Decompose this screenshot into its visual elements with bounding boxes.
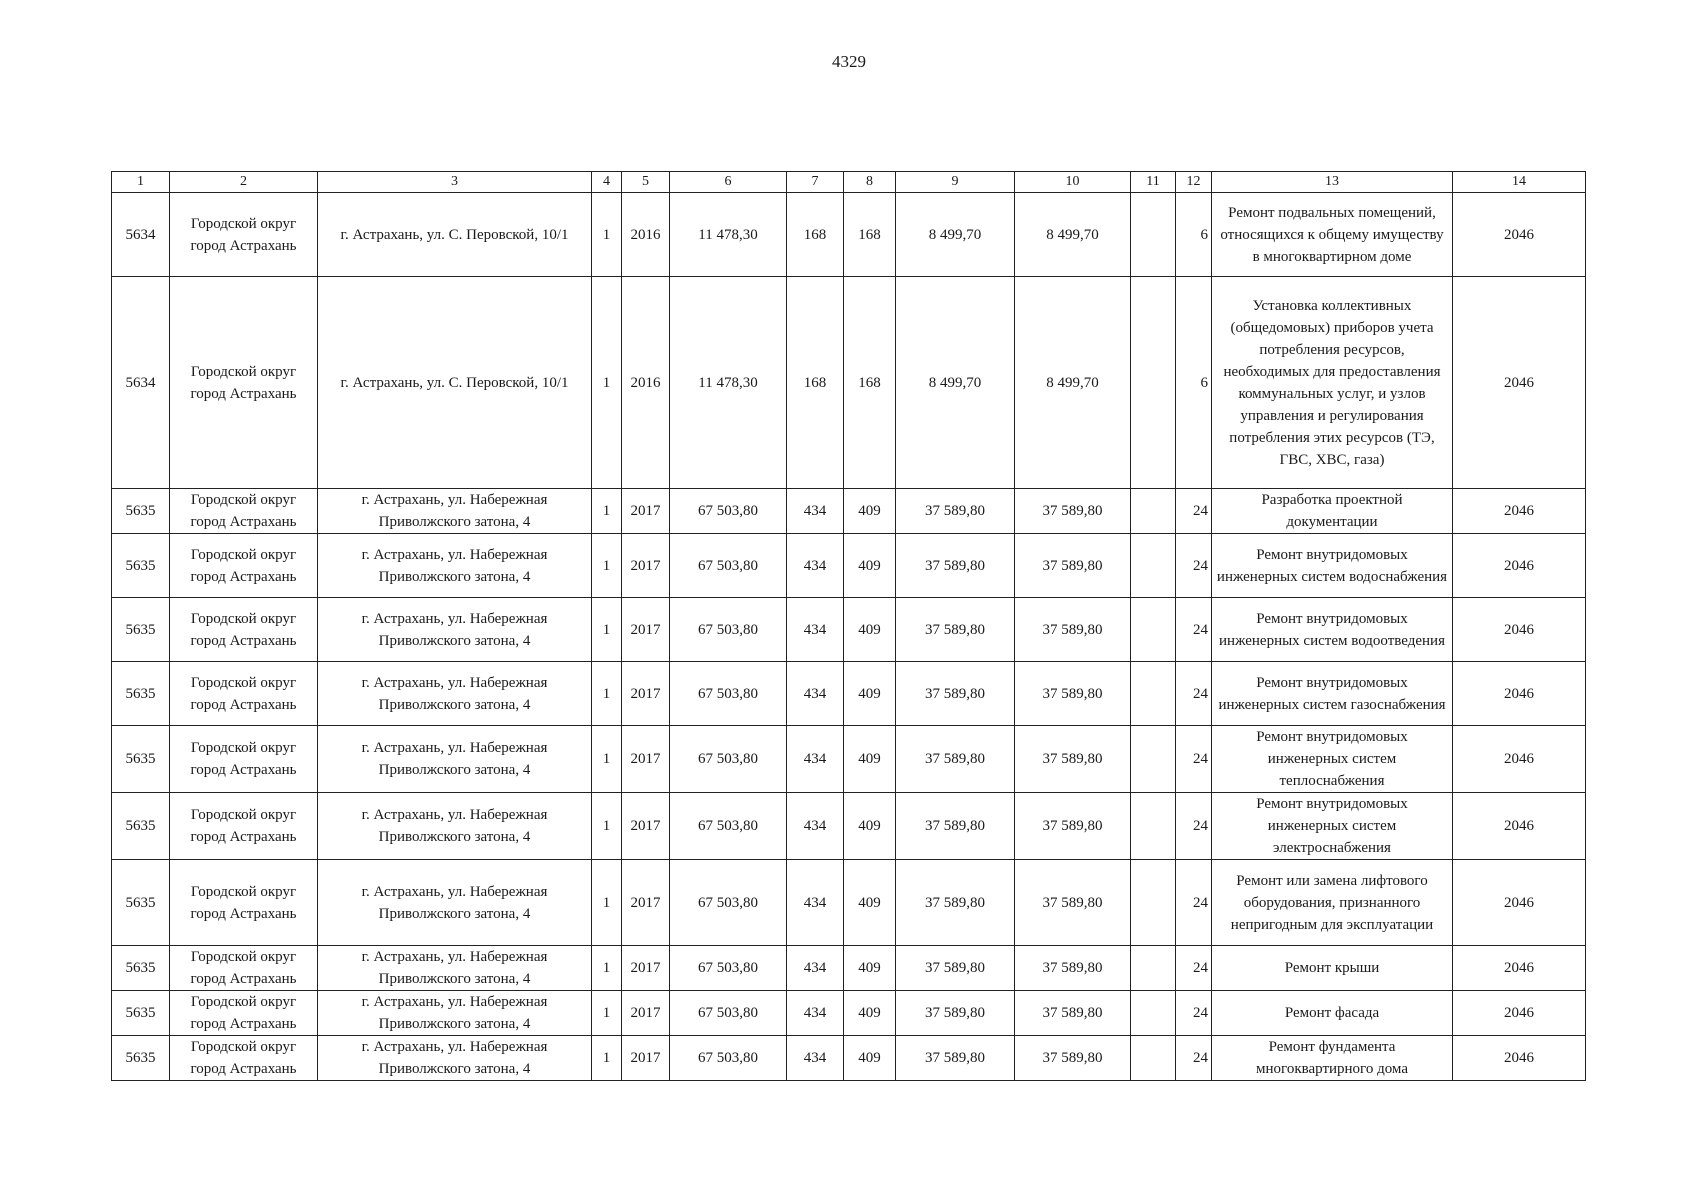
table-body bbox=[112, 172, 1586, 1081]
deadline-year-cell: 2046 bbox=[1453, 860, 1586, 946]
total-area-cell: 67 503,80 bbox=[670, 598, 787, 662]
deadline-year-cell: 2046 bbox=[1453, 1036, 1586, 1081]
count-cell: 1 bbox=[592, 991, 622, 1036]
table-row bbox=[112, 193, 1586, 277]
col-9-cell: 37 589,80 bbox=[896, 946, 1015, 991]
col-8-cell: 168 bbox=[844, 193, 896, 277]
work-type-cell: Разработка проектной документации bbox=[1212, 489, 1453, 534]
work-type-cell: Ремонт или замена лифтового оборудования, признанного непригодным для эксплуатации bbox=[1212, 860, 1453, 946]
row-id-cell: 5635 bbox=[112, 991, 170, 1036]
total-area-cell: 67 503,80 bbox=[670, 534, 787, 598]
header-cell: 5 bbox=[622, 172, 670, 193]
count-cell: 1 bbox=[592, 860, 622, 946]
col-10-cell: 37 589,80 bbox=[1015, 860, 1131, 946]
col-9-cell: 37 589,80 bbox=[896, 1036, 1015, 1081]
municipality-cell: Городской округ город Астрахань bbox=[170, 1036, 318, 1081]
col-7-cell: 434 bbox=[787, 1036, 844, 1081]
count-cell: 1 bbox=[592, 277, 622, 489]
count-cell: 1 bbox=[592, 946, 622, 991]
municipality-cell: Городской округ город Астрахань bbox=[170, 662, 318, 726]
year-cell: 2017 bbox=[622, 726, 670, 793]
col-10-cell: 8 499,70 bbox=[1015, 193, 1131, 277]
year-cell: 2017 bbox=[622, 991, 670, 1036]
work-type-cell: Ремонт подвальных помещений, относящихся к общему имуществу в многоквартирном доме bbox=[1212, 193, 1453, 277]
municipality-cell: Городской округ город Астрахань bbox=[170, 726, 318, 793]
deadline-year-cell: 2046 bbox=[1453, 277, 1586, 489]
year-cell: 2017 bbox=[622, 598, 670, 662]
col-11-cell bbox=[1131, 277, 1176, 489]
col-8-cell: 409 bbox=[844, 860, 896, 946]
col-10-cell: 37 589,80 bbox=[1015, 1036, 1131, 1081]
col-12-cell: 24 bbox=[1176, 991, 1212, 1036]
col-10-cell: 37 589,80 bbox=[1015, 489, 1131, 534]
deadline-year-cell: 2046 bbox=[1453, 793, 1586, 860]
municipality-cell: Городской округ город Астрахань bbox=[170, 277, 318, 489]
col-7-cell: 434 bbox=[787, 991, 844, 1036]
address-cell: г. Астрахань, ул. Набережная Приволжского затона, 4 bbox=[318, 726, 592, 793]
table-row bbox=[112, 793, 1586, 860]
total-area-cell: 67 503,80 bbox=[670, 860, 787, 946]
total-area-cell: 67 503,80 bbox=[670, 793, 787, 860]
col-11-cell bbox=[1131, 534, 1176, 598]
address-cell: г. Астрахань, ул. Набережная Приволжского затона, 4 bbox=[318, 489, 592, 534]
col-12-cell: 24 bbox=[1176, 726, 1212, 793]
header-cell: 3 bbox=[318, 172, 592, 193]
total-area-cell: 67 503,80 bbox=[670, 662, 787, 726]
table-row bbox=[112, 860, 1586, 946]
address-cell: г. Астрахань, ул. Набережная Приволжского затона, 4 bbox=[318, 946, 592, 991]
table-row bbox=[112, 489, 1586, 534]
col-7-cell: 168 bbox=[787, 193, 844, 277]
col-9-cell: 37 589,80 bbox=[896, 662, 1015, 726]
total-area-cell: 11 478,30 bbox=[670, 277, 787, 489]
work-type-cell: Ремонт фасада bbox=[1212, 991, 1453, 1036]
col-8-cell: 168 bbox=[844, 277, 896, 489]
col-9-cell: 37 589,80 bbox=[896, 991, 1015, 1036]
col-7-cell: 434 bbox=[787, 489, 844, 534]
col-10-cell: 37 589,80 bbox=[1015, 662, 1131, 726]
work-type-cell: Ремонт внутридомовых инженерных систем водоотведения bbox=[1212, 598, 1453, 662]
table-row bbox=[112, 946, 1586, 991]
work-type-cell: Ремонт фундамента многоквартирного дома bbox=[1212, 1036, 1453, 1081]
address-cell: г. Астрахань, ул. Набережная Приволжского затона, 4 bbox=[318, 598, 592, 662]
work-type-cell: Ремонт крыши bbox=[1212, 946, 1453, 991]
address-cell: г. Астрахань, ул. С. Перовской, 10/1 bbox=[318, 193, 592, 277]
col-8-cell: 409 bbox=[844, 726, 896, 793]
year-cell: 2017 bbox=[622, 1036, 670, 1081]
deadline-year-cell: 2046 bbox=[1453, 534, 1586, 598]
address-cell: г. Астрахань, ул. Набережная Приволжского затона, 4 bbox=[318, 991, 592, 1036]
header-cell: 6 bbox=[670, 172, 787, 193]
col-11-cell bbox=[1131, 1036, 1176, 1081]
col-7-cell: 434 bbox=[787, 598, 844, 662]
col-12-cell: 24 bbox=[1176, 489, 1212, 534]
work-type-cell: Установка коллективных (общедомовых) приборов учета потребления ресурсов, необходимых для предоставления коммунальных услуг, и узлов управления и регулирования потребления этих ресурсов (ТЭ, ГВС, ХВС, газа) bbox=[1212, 277, 1453, 489]
total-area-cell: 67 503,80 bbox=[670, 726, 787, 793]
col-9-cell: 8 499,70 bbox=[896, 193, 1015, 277]
address-cell: г. Астрахань, ул. Набережная Приволжского затона, 4 bbox=[318, 534, 592, 598]
year-cell: 2017 bbox=[622, 860, 670, 946]
col-12-cell: 24 bbox=[1176, 860, 1212, 946]
year-cell: 2017 bbox=[622, 534, 670, 598]
count-cell: 1 bbox=[592, 1036, 622, 1081]
header-cell: 10 bbox=[1015, 172, 1131, 193]
row-id-cell: 5635 bbox=[112, 662, 170, 726]
header-cell: 14 bbox=[1453, 172, 1586, 193]
total-area-cell: 11 478,30 bbox=[670, 193, 787, 277]
col-7-cell: 434 bbox=[787, 793, 844, 860]
row-id-cell: 5635 bbox=[112, 489, 170, 534]
year-cell: 2016 bbox=[622, 193, 670, 277]
year-cell: 2017 bbox=[622, 793, 670, 860]
count-cell: 1 bbox=[592, 793, 622, 860]
header-cell: 8 bbox=[844, 172, 896, 193]
col-7-cell: 434 bbox=[787, 726, 844, 793]
col-9-cell: 37 589,80 bbox=[896, 793, 1015, 860]
deadline-year-cell: 2046 bbox=[1453, 946, 1586, 991]
col-11-cell bbox=[1131, 860, 1176, 946]
col-9-cell: 37 589,80 bbox=[896, 726, 1015, 793]
col-9-cell: 8 499,70 bbox=[896, 277, 1015, 489]
col-8-cell: 409 bbox=[844, 598, 896, 662]
row-id-cell: 5635 bbox=[112, 1036, 170, 1081]
col-11-cell bbox=[1131, 489, 1176, 534]
municipality-cell: Городской округ город Астрахань bbox=[170, 793, 318, 860]
year-cell: 2017 bbox=[622, 946, 670, 991]
header-cell: 12 bbox=[1176, 172, 1212, 193]
header-row bbox=[112, 172, 1586, 193]
address-cell: г. Астрахань, ул. Набережная Приволжского затона, 4 bbox=[318, 793, 592, 860]
col-10-cell: 37 589,80 bbox=[1015, 598, 1131, 662]
work-type-cell: Ремонт внутридомовых инженерных систем теплоснабжения bbox=[1212, 726, 1453, 793]
total-area-cell: 67 503,80 bbox=[670, 489, 787, 534]
col-12-cell: 24 bbox=[1176, 598, 1212, 662]
deadline-year-cell: 2046 bbox=[1453, 598, 1586, 662]
col-12-cell: 6 bbox=[1176, 277, 1212, 489]
col-9-cell: 37 589,80 bbox=[896, 860, 1015, 946]
municipality-cell: Городской округ город Астрахань bbox=[170, 598, 318, 662]
col-8-cell: 409 bbox=[844, 662, 896, 726]
col-11-cell bbox=[1131, 193, 1176, 277]
col-12-cell: 24 bbox=[1176, 534, 1212, 598]
deadline-year-cell: 2046 bbox=[1453, 489, 1586, 534]
col-11-cell bbox=[1131, 598, 1176, 662]
deadline-year-cell: 2046 bbox=[1453, 991, 1586, 1036]
total-area-cell: 67 503,80 bbox=[670, 1036, 787, 1081]
col-8-cell: 409 bbox=[844, 489, 896, 534]
repair-registry-table bbox=[111, 171, 1586, 1081]
col-12-cell: 24 bbox=[1176, 793, 1212, 860]
municipality-cell: Городской округ город Астрахань bbox=[170, 489, 318, 534]
col-10-cell: 37 589,80 bbox=[1015, 793, 1131, 860]
row-id-cell: 5635 bbox=[112, 534, 170, 598]
col-9-cell: 37 589,80 bbox=[896, 489, 1015, 534]
col-9-cell: 37 589,80 bbox=[896, 534, 1015, 598]
table-row bbox=[112, 598, 1586, 662]
municipality-cell: Городской округ город Астрахань bbox=[170, 534, 318, 598]
header-cell: 13 bbox=[1212, 172, 1453, 193]
address-cell: г. Астрахань, ул. Набережная Приволжского затона, 4 bbox=[318, 662, 592, 726]
col-12-cell: 6 bbox=[1176, 193, 1212, 277]
col-8-cell: 409 bbox=[844, 1036, 896, 1081]
col-7-cell: 168 bbox=[787, 277, 844, 489]
col-12-cell: 24 bbox=[1176, 946, 1212, 991]
col-10-cell: 37 589,80 bbox=[1015, 534, 1131, 598]
total-area-cell: 67 503,80 bbox=[670, 991, 787, 1036]
row-id-cell: 5635 bbox=[112, 793, 170, 860]
table-row bbox=[112, 534, 1586, 598]
year-cell: 2017 bbox=[622, 489, 670, 534]
row-id-cell: 5635 bbox=[112, 598, 170, 662]
col-11-cell bbox=[1131, 793, 1176, 860]
header-cell: 11 bbox=[1131, 172, 1176, 193]
col-7-cell: 434 bbox=[787, 860, 844, 946]
col-8-cell: 409 bbox=[844, 946, 896, 991]
table-row bbox=[112, 1036, 1586, 1081]
count-cell: 1 bbox=[592, 598, 622, 662]
work-type-cell: Ремонт внутридомовых инженерных систем газоснабжения bbox=[1212, 662, 1453, 726]
work-type-cell: Ремонт внутридомовых инженерных систем водоснабжения bbox=[1212, 534, 1453, 598]
row-id-cell: 5634 bbox=[112, 193, 170, 277]
municipality-cell: Городской округ город Астрахань bbox=[170, 946, 318, 991]
col-8-cell: 409 bbox=[844, 793, 896, 860]
table-row bbox=[112, 662, 1586, 726]
year-cell: 2016 bbox=[622, 277, 670, 489]
table-row bbox=[112, 991, 1586, 1036]
count-cell: 1 bbox=[592, 662, 622, 726]
table-row bbox=[112, 726, 1586, 793]
col-9-cell: 37 589,80 bbox=[896, 598, 1015, 662]
total-area-cell: 67 503,80 bbox=[670, 946, 787, 991]
col-11-cell bbox=[1131, 946, 1176, 991]
col-11-cell bbox=[1131, 662, 1176, 726]
row-id-cell: 5635 bbox=[112, 946, 170, 991]
col-7-cell: 434 bbox=[787, 534, 844, 598]
address-cell: г. Астрахань, ул. Набережная Приволжского затона, 4 bbox=[318, 860, 592, 946]
table-row bbox=[112, 277, 1586, 489]
col-8-cell: 409 bbox=[844, 991, 896, 1036]
deadline-year-cell: 2046 bbox=[1453, 726, 1586, 793]
municipality-cell: Городской округ город Астрахань bbox=[170, 860, 318, 946]
row-id-cell: 5635 bbox=[112, 860, 170, 946]
count-cell: 1 bbox=[592, 489, 622, 534]
address-cell: г. Астрахань, ул. Набережная Приволжского затона, 4 bbox=[318, 1036, 592, 1081]
count-cell: 1 bbox=[592, 193, 622, 277]
count-cell: 1 bbox=[592, 726, 622, 793]
col-12-cell: 24 bbox=[1176, 662, 1212, 726]
col-10-cell: 37 589,80 bbox=[1015, 726, 1131, 793]
header-cell: 1 bbox=[112, 172, 170, 193]
col-10-cell: 37 589,80 bbox=[1015, 991, 1131, 1036]
row-id-cell: 5634 bbox=[112, 277, 170, 489]
header-cell: 4 bbox=[592, 172, 622, 193]
deadline-year-cell: 2046 bbox=[1453, 193, 1586, 277]
municipality-cell: Городской округ город Астрахань bbox=[170, 991, 318, 1036]
address-cell: г. Астрахань, ул. С. Перовской, 10/1 bbox=[318, 277, 592, 489]
year-cell: 2017 bbox=[622, 662, 670, 726]
page-number: 4329 bbox=[832, 52, 866, 71]
header-cell: 7 bbox=[787, 172, 844, 193]
header-cell: 9 bbox=[896, 172, 1015, 193]
row-id-cell: 5635 bbox=[112, 726, 170, 793]
header-cell: 2 bbox=[170, 172, 318, 193]
col-11-cell bbox=[1131, 991, 1176, 1036]
col-12-cell: 24 bbox=[1176, 1036, 1212, 1081]
col-10-cell: 8 499,70 bbox=[1015, 277, 1131, 489]
col-10-cell: 37 589,80 bbox=[1015, 946, 1131, 991]
count-cell: 1 bbox=[592, 534, 622, 598]
work-type-cell: Ремонт внутридомовых инженерных систем электроснабжения bbox=[1212, 793, 1453, 860]
deadline-year-cell: 2046 bbox=[1453, 662, 1586, 726]
col-11-cell bbox=[1131, 726, 1176, 793]
col-7-cell: 434 bbox=[787, 946, 844, 991]
municipality-cell: Городской округ город Астрахань bbox=[170, 193, 318, 277]
col-8-cell: 409 bbox=[844, 534, 896, 598]
col-7-cell: 434 bbox=[787, 662, 844, 726]
